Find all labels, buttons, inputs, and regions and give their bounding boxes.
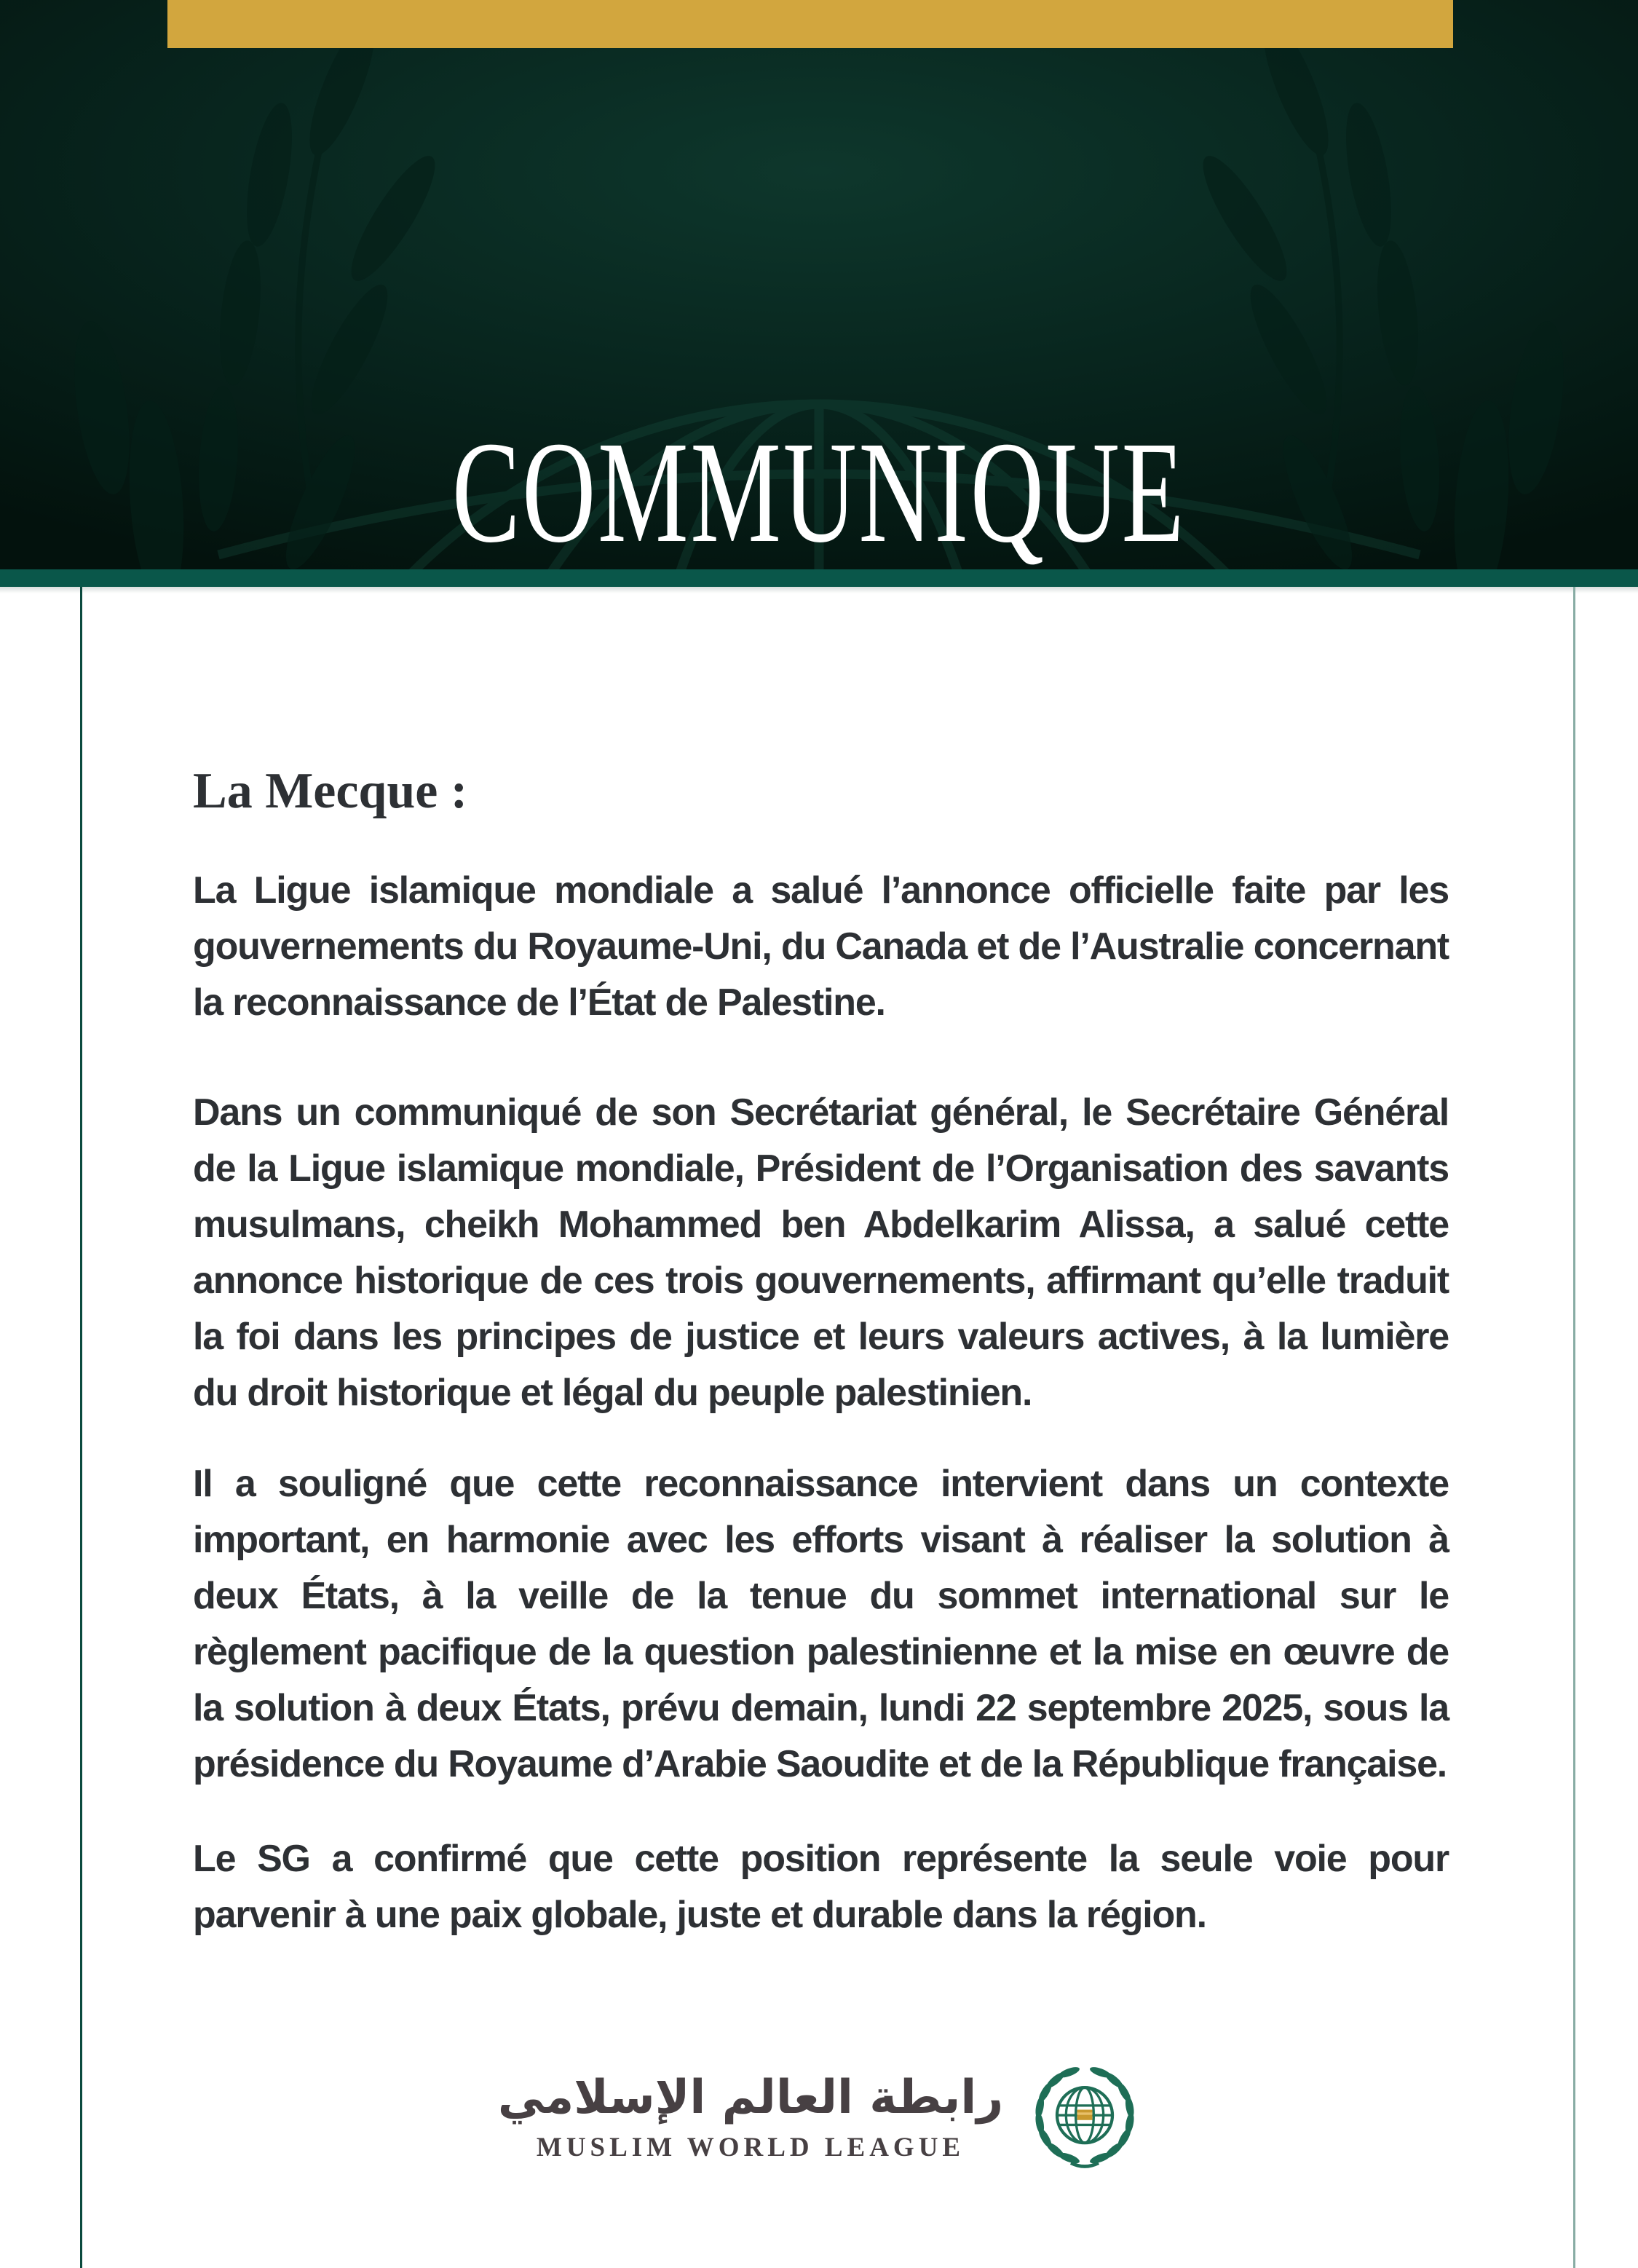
gold-accent-bar	[167, 0, 1453, 48]
paragraph-secretary-general-statement: Dans un communiqué de son Secrétariat général, le Secrétaire Général de la Ligue islamique mondiale, Président de l’Organisation des savants musulmans, cheikh Mohammed ben Abdelkarim Alissa, a salué cette annonce historique de ces trois gouvernements, affirmant qu’elle traduit la foi dans les principes de justice et leurs valeurs actives, à la lumière du droit historique et légal du peuple palestinien.	[193, 1091, 1449, 1414]
paragraph-conclusion-peace: Le SG a confirmé que cette position représente la seule voie pour parvenir à une paix globale, juste et durable dans la région.	[193, 1838, 1449, 1936]
logo-text-column	[498, 2071, 1003, 2164]
paragraph-context-summit: Il a souligné que cette reconnaissance intervient dans un contexte important, en harmonie avec les efforts visant à réaliser la solution à deux États, à la veille de la tenue du sommet international sur le règlement pacifique de la question palestinienne et la mise en œuvre de la solution à deux États, prévu demain, lundi 22 septembre 2025, sous la présidence du Royaume d’Arabie Saoudite et de la République française.	[193, 1463, 1449, 1785]
kaaba-icon	[1077, 2110, 1093, 2120]
muslim-world-league-logo	[0, 2058, 1638, 2177]
mwl-emblem-icon	[1029, 2058, 1140, 2177]
page-title: COMMUNIQUE	[452, 412, 1186, 569]
header-banner	[0, 0, 1638, 569]
logo-wordmark: MUSLIM WORLD LEAGUE	[536, 2133, 965, 2163]
left-vertical-rule	[80, 587, 82, 2268]
logo-arabic-calligraphy: رابطة العالم الإسلامي	[497, 2070, 1004, 2125]
paragraph-recognition-announcement: La Ligue islamique mondiale a salué l’annonce officielle faite par les gouvernements du Royaume-Uni, du Canada et de l’Australie concernant la reconnaissance de l’État de Palestine.	[193, 869, 1449, 1024]
right-vertical-rule	[1573, 587, 1575, 2268]
location-heading: La Mecque :	[193, 763, 468, 819]
divider-shadow	[0, 587, 1638, 593]
teal-divider-band	[0, 569, 1638, 587]
